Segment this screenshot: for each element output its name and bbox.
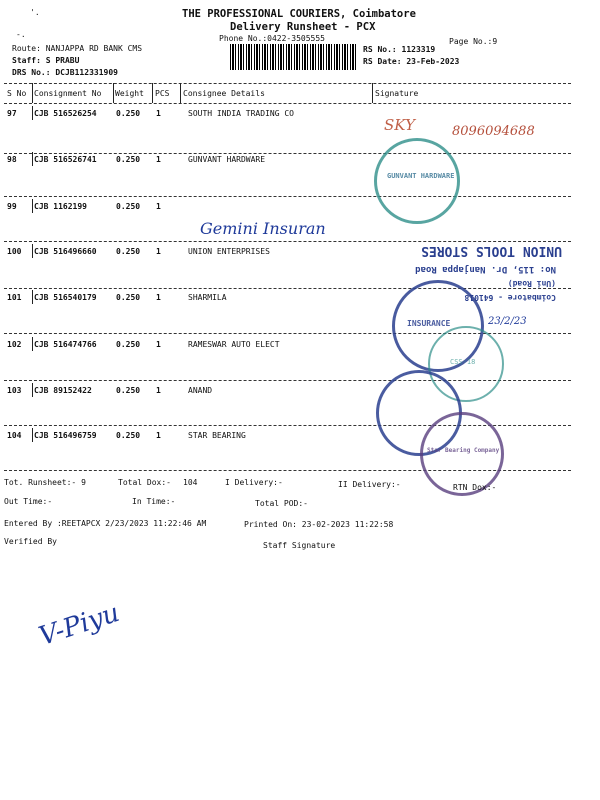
row-consignee: GUNVANT HARDWARE <box>188 155 266 164</box>
cell-divider <box>32 152 33 166</box>
stamp-text: Star Bearing Company <box>427 447 500 454</box>
row-sno: 103 <box>7 386 22 395</box>
stamp-text: INSURANCE <box>407 319 451 328</box>
row-weight: 0.250 <box>116 202 141 211</box>
col-header-sno: S No <box>7 89 27 98</box>
col-divider <box>152 83 153 103</box>
row-sno: 100 <box>7 247 22 256</box>
handwritten-phone: 8096094688 <box>452 124 535 139</box>
gunvant-stamp <box>374 138 460 224</box>
total-dox-value: 104 <box>183 478 198 487</box>
sheet-title: Delivery Runsheet - PCX <box>230 21 376 33</box>
rs-number: RS No.: 1123319 <box>363 45 436 54</box>
header-bottom-rule <box>4 103 571 104</box>
row-rule <box>4 153 571 154</box>
row-consignee: ANAND <box>188 386 213 395</box>
row-consignment: CJB 89152422 <box>34 386 92 395</box>
in-time: In Time:- <box>132 497 176 506</box>
row-sno: 98 <box>7 155 17 164</box>
col-header-pcs: PCS <box>155 89 170 98</box>
row-consignee: RAMESWAR AUTO ELECT <box>188 340 280 349</box>
staff-name: Staff: S PRABU <box>12 56 80 65</box>
row-weight: 0.250 <box>116 109 141 118</box>
route: Route: NANJAPPA RD BANK CMS <box>12 44 143 53</box>
corner-mark: '. <box>30 8 40 17</box>
row-pcs: 1 <box>156 109 161 118</box>
cell-divider <box>32 244 33 258</box>
row-weight: 0.250 <box>116 340 141 349</box>
cell-divider <box>32 337 33 351</box>
row-pcs: 1 <box>156 202 161 211</box>
row-pcs: 1 <box>156 340 161 349</box>
col-header-weight: Weight <box>115 89 144 98</box>
total-dox-label: Total Dox:- <box>118 478 171 487</box>
phone-number: Phone No.:0422-3505555 <box>219 34 325 43</box>
row-consignee: STAR BEARING <box>188 431 246 440</box>
row-consignment: CJB 516526741 <box>34 155 97 164</box>
handwritten-date: 23/2/23 <box>488 316 527 327</box>
row-consignee: SHARMILA <box>188 293 227 302</box>
row-weight: 0.250 <box>116 155 141 164</box>
staff-signature-label: Staff Signature <box>263 541 336 550</box>
out-time: Out Time:- <box>4 497 53 506</box>
cell-divider <box>32 383 33 397</box>
cell-divider <box>32 199 33 213</box>
stamp-text: Coimbatore - 641018 <box>464 293 556 302</box>
corner-mark: -. <box>16 30 26 39</box>
row-consignment: CJB 516526254 <box>34 109 97 118</box>
handwritten-signature-97: SKY <box>384 116 415 134</box>
row-consignment: CJB 516540179 <box>34 293 97 302</box>
table-top-rule <box>4 83 571 84</box>
row-consignee: UNION ENTERPRISES <box>188 247 270 256</box>
company-title: THE PROFESSIONAL COURIERS, Coimbatore <box>182 8 416 20</box>
stamp-text: CSS-18 <box>450 358 476 366</box>
row-consignment: CJB 1162199 <box>34 202 87 211</box>
col-divider <box>372 83 373 103</box>
row-rule <box>4 196 571 197</box>
rtn-dox: RTN Dox:- <box>453 483 497 492</box>
handwritten-note: Gemini Insuran <box>200 219 326 238</box>
cell-divider <box>32 428 33 442</box>
stamp-text: GUNVANT HARDWARE <box>387 172 455 180</box>
stamp-text: (Uni Road) <box>507 279 556 288</box>
row-consignment: CJB 516474766 <box>34 340 97 349</box>
row-pcs: 1 <box>156 431 161 440</box>
row-pcs: 1 <box>156 293 161 302</box>
i-delivery: I Delivery:- <box>225 478 283 487</box>
printed-on: Printed On: 23-02-2023 11:22:58 <box>244 520 394 529</box>
row-sno: 97 <box>7 109 17 118</box>
col-divider <box>32 83 33 103</box>
row-pcs: 1 <box>156 247 161 256</box>
row-sno: 102 <box>7 340 22 349</box>
row-weight: 0.250 <box>116 431 141 440</box>
cell-divider <box>32 106 33 120</box>
handwritten-verification-signature: V-Piyu <box>35 597 124 653</box>
col-header-consignment: Consignment No <box>34 89 102 98</box>
row-pcs: 1 <box>156 386 161 395</box>
drs-number: DRS No.: DCJB112331909 <box>12 68 118 77</box>
col-divider <box>113 83 114 103</box>
row-consignment: CJB 516496759 <box>34 431 97 440</box>
stamp-text: No: 115, Dr. Nanjappa Road <box>415 264 556 274</box>
col-header-signature: Signature <box>375 89 419 98</box>
ii-delivery: II Delivery:- <box>338 480 401 489</box>
col-header-consignee: Consignee Details <box>183 89 265 98</box>
row-sno: 101 <box>7 293 22 302</box>
total-pod: Total POD:- <box>255 499 308 508</box>
row-sno: 104 <box>7 431 22 440</box>
cell-divider <box>32 290 33 304</box>
row-consignment: CJB 516496660 <box>34 247 97 256</box>
rs-date: RS Date: 23-Feb-2023 <box>363 57 460 66</box>
col-divider <box>180 83 181 103</box>
row-sno: 99 <box>7 202 17 211</box>
row-weight: 0.250 <box>116 247 141 256</box>
row-weight: 0.250 <box>116 386 141 395</box>
verified-by: Verified By <box>4 537 57 546</box>
entered-by: Entered By :REETAPCX 2/23/2023 11:22:46 AM <box>4 519 207 528</box>
page-number: Page No.:9 <box>449 37 498 46</box>
barcode <box>230 44 356 70</box>
tot-runsheet: Tot. Runsheet:- 9 <box>4 478 86 487</box>
row-consignee: SOUTH INDIA TRADING CO <box>188 109 294 118</box>
row-pcs: 1 <box>156 155 161 164</box>
row-weight: 0.250 <box>116 293 141 302</box>
stamp-text: UNION TOOLS STORES <box>421 243 562 258</box>
